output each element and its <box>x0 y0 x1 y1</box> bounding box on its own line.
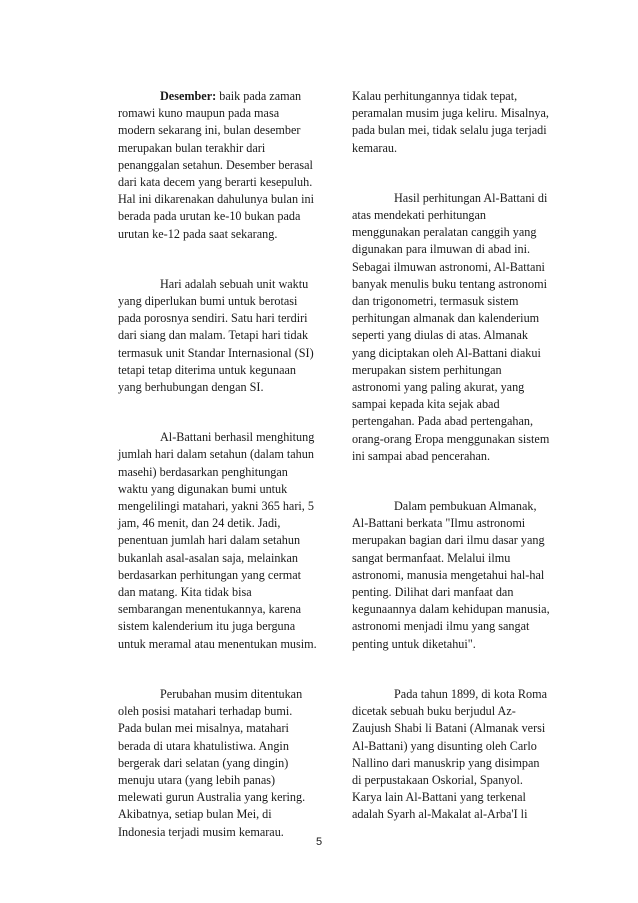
desember-term: Desember: <box>160 89 217 103</box>
almanak-text: Dalam pembukuan Almanak, Al-Battani berkata "Ilmu astronomi merupakan bagian dari ilmu dasar yang sangat bermanfaat. Melalui ilmu astronomi, manusia mengetahui hal-hal penting. Dilihat dari manfaat dan kegunaannya dalam kehidupan manusia, astronomi menjadi ilmu yang sangat penting untuk diketahui". <box>352 499 550 651</box>
perubahan-musim-text: Perubahan musim ditentukan oleh posisi matahari terhadap bumi. Pada bulan mei misalnya, matahari berada di utara khatulistiwa. Angin bergerak dari selatan (yang dingin) menuju utara (yang lebih panas) melewati gurun Australia yang kering. Akibatnya, setiap bulan Mei, di Indonesia terjadi musim kemarau. <box>118 686 306 839</box>
paragraph-perubahan-musim <box>118 686 318 841</box>
kalau-text: Kalau perhitungannya tidak tepat, peramalan musim juga keliru. Misalnya, pada bulan mei, tidak selalu juga terjadi kemarau. <box>352 89 549 155</box>
desember-text: baik pada zaman romawi kuno maupun pada masa modern sekarang ini, bulan desember merupakan bulan terakhir dari penanggalan setahun. Desember berasal dari kata decem yang berarti kesepuluh. Hal ini dikarenakan dahulunya bulan ini berada pada urutan ke-10 bukan pada urutan ke-12 pada saat sekarang. <box>118 89 314 241</box>
paragraph-hasil <box>352 190 550 465</box>
hasil-text: Hasil perhitungan Al-Battani di atas mendekati perhitungan menggunakan peralatan canggih yang digunakan para ilmuwan di abad ini. Sebagai ilmuwan astronomi, Al-Battani banyak menulis buku tentang astronomi dan trigonometri, termasuk sistem perhitungan almanak dan kalenderium seperti yang diulas di atas. Almanak yang diciptakan oleh Al-Battani diakui merupakan sistem perhitungan astronomi yang paling akurat, yang sampai kepada kita sejak abad pertengahan. Pada abad pertengahan, orang-orang Eropa menggunakan sistem ini sampai abad pencerahan. <box>352 190 550 463</box>
paragraph-almanak <box>352 498 550 653</box>
paragraph-desember <box>118 88 318 243</box>
right-column <box>352 88 550 857</box>
paragraph-kalau <box>352 88 550 157</box>
paragraph-al-battani-hitung <box>118 429 318 653</box>
al-battani-hitung-text: Al-Battani berhasil menghitung jumlah hari dalam setahun (dalam tahun masehi) berdasarkan penghitungan waktu yang digunakan bumi untuk mengelilingi matahari, yakni 365 hari, 5 jam, 46 menit, dan 24 detik. Jadi, penentuan jumlah hari dalam setahun bukanlah asal-asalan saja, melainkan berdasarkan perhitungan yang cermat dan matang. Kita tidak bisa sembarangan menentukannya, karena sistem kalenderium itu juga berguna untuk meramal atau menentukan musim. <box>118 430 317 651</box>
paragraph-tahun-1899 <box>352 686 550 824</box>
left-column <box>118 88 318 874</box>
page-number: 5 <box>315 836 323 848</box>
paragraph-hari <box>118 276 318 396</box>
hari-text: Hari adalah sebuah unit waktu yang diperlukan bumi untuk berotasi pada porosnya sendiri. Satu hari terdiri dari siang dan malam. Tetapi hari tidak termasuk unit Standar Internasional (SI) tetapi tetap diterima untuk kegunaan yang berhubungan dengan SI. <box>118 276 314 395</box>
tahun-1899-text: Pada tahun 1899, di kota Roma dicetak sebuah buku berjudul Az-Zaujush Shabi li Batani (Almanak versi Al-Battani) yang disunting oleh Carlo Nallino dari manuskrip yang disimpan di perpustakaan Oskorial, Spanyol. Karya lain Al-Battani yang terkenal adalah Syarh al-Makalat al-Arba'I li <box>352 686 547 822</box>
